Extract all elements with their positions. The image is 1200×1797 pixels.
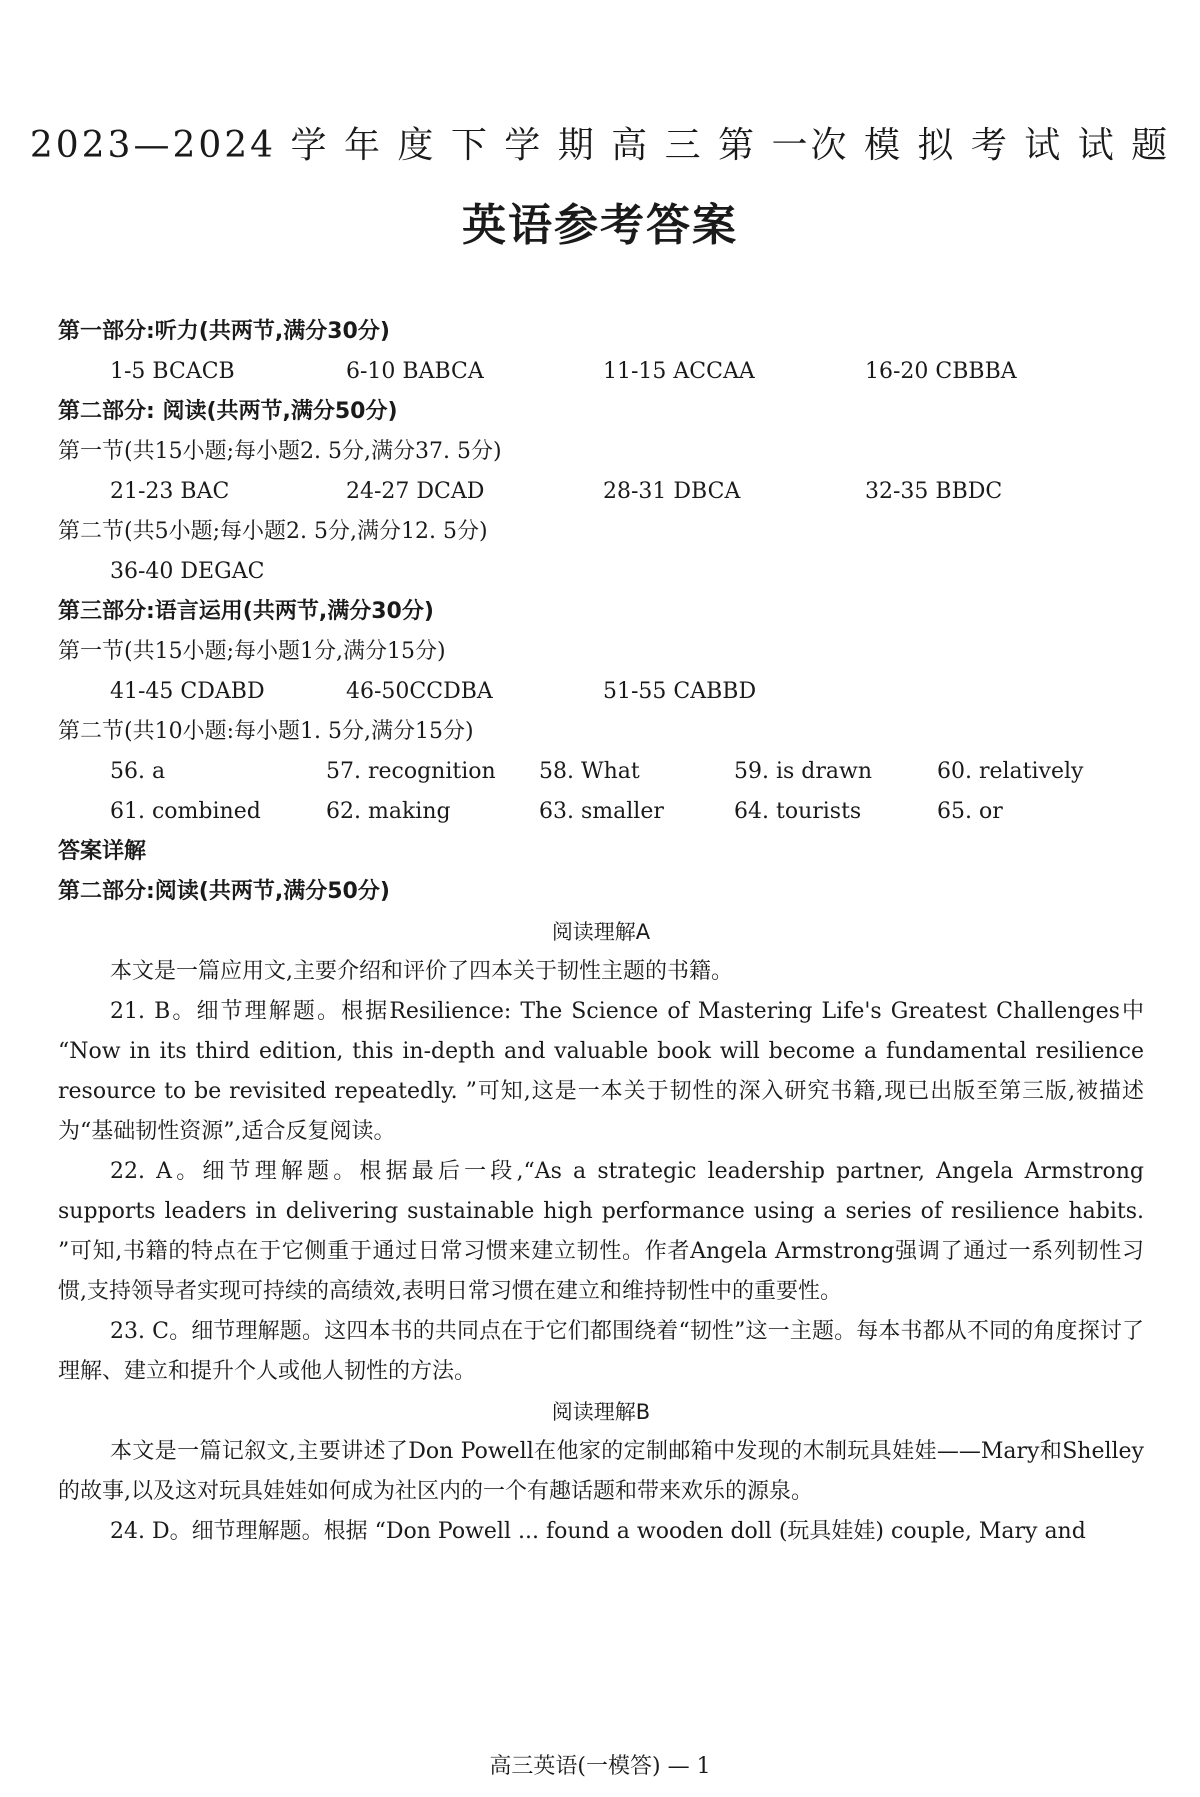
cloze-answer: 61. combined xyxy=(110,799,261,824)
answer-group: 11-15 ACCAA xyxy=(603,359,755,384)
answer-group: 51-55 CABBD xyxy=(603,679,757,704)
answer-group: 46-50CCDBA xyxy=(346,679,493,704)
part3-sec1-answers xyxy=(58,672,1144,712)
answer-group: 1-5 BCACB xyxy=(110,359,235,384)
answer-group: 28-31 DBCA xyxy=(603,479,741,504)
details-part2-heading: 第二部分:阅读(共两节,满分50分) xyxy=(58,879,390,904)
explanation-23: 23. C。细节理解题。这四本书的共同点在于它们都围绕着“韧性”这一主题。每本书都从不同的角度探讨了理解、建立和提升个人或他人韧性的方法。 xyxy=(58,1319,1144,1384)
answer-group: 24-27 DCAD xyxy=(346,479,485,504)
part1-answers xyxy=(58,352,1144,392)
part2-sec2-answers xyxy=(58,552,1144,592)
part3-sec2-row1 xyxy=(58,752,1144,792)
cloze-answer: 56. a xyxy=(110,759,166,784)
part2-sec1-answers xyxy=(58,472,1144,512)
reading-b-title: 阅读理解B xyxy=(551,1400,651,1424)
cloze-answer: 65. or xyxy=(937,799,1003,824)
part2-sec1-label: 第一节(共15小题;每小题2. 5分,满分37. 5分) xyxy=(58,439,502,464)
answer-group: 36-40 DEGAC xyxy=(110,559,265,584)
part3-heading: 第三部分:语言运用(共两节,满分30分) xyxy=(58,599,434,624)
reading-b-intro: 本文是一篇记叙文,主要讲述了Don Powell在他家的定制邮箱中发现的木制玩具娃娃——Mary和Shelley的故事,以及这对玩具娃娃如何成为社区内的一个有趣话题和带来欢乐的源泉。 xyxy=(58,1439,1144,1504)
page-title: 2023—2024 学 年 度 下 学 期 高 三 第 一次 模 拟 考 试 试 题 xyxy=(29,125,1171,166)
page-subtitle: 英语参考答案 xyxy=(462,200,738,251)
details-heading: 答案详解 xyxy=(58,839,147,864)
cloze-answer: 59. is drawn xyxy=(734,759,873,784)
cloze-answer: 60. relatively xyxy=(937,759,1084,784)
cloze-answer: 58. What xyxy=(539,759,640,784)
part3-sec2-label: 第二节(共10小题:每小题1. 5分,满分15分) xyxy=(58,719,474,744)
answer-content xyxy=(58,312,1144,1552)
part2-heading: 第二部分: 阅读(共两节,满分50分) xyxy=(58,399,398,424)
answer-group: 21-23 BAC xyxy=(110,479,230,504)
cloze-answer: 64. tourists xyxy=(734,799,862,824)
explanation-21: 21. B。细节理解题。根据Resilience: The Science of Mastering Life's Greatest Challenges中 “Now in its third edition, this in-depth and valuable book will become a fundamental resilience resource to be revisited repeatedly. ”可知,这是一本关于韧性的深入研究书籍,现已出版至第三版,被描述为“基础韧性资源”,适合反复阅读。 xyxy=(58,999,1144,1144)
part3-sec2-row2 xyxy=(58,792,1144,832)
reading-a-title: 阅读理解A xyxy=(551,920,651,944)
answer-group: 32-35 BBDC xyxy=(865,479,1003,504)
cloze-answer: 62. making xyxy=(326,799,451,824)
answer-group: 16-20 CBBBA xyxy=(865,359,1017,384)
explanation-24: 24. D。细节理解题。根据 “Don Powell ... found a wooden doll (玩具娃娃) couple, Mary and xyxy=(110,1519,1086,1544)
part2-sec2-label: 第二节(共5小题;每小题2. 5分,满分12. 5分) xyxy=(58,519,488,544)
reading-a-intro: 本文是一篇应用文,主要介绍和评价了四本关于韧性主题的书籍。 xyxy=(110,959,733,984)
part1-heading: 第一部分:听力(共两节,满分30分) xyxy=(58,319,390,344)
part3-sec1-label: 第一节(共15小题;每小题1分,满分15分) xyxy=(58,639,446,664)
page-footer: 高三英语(一模答) — 1 xyxy=(489,1754,711,1779)
cloze-answer: 57. recognition xyxy=(326,759,496,784)
answer-group: 41-45 CDABD xyxy=(110,679,265,704)
answer-group: 6-10 BABCA xyxy=(346,359,484,384)
explanation-22: 22. A。细节理解题。根据最后一段,“As a strategic leadership partner, Angela Armstrong supports leaders in delivering sustainable high performance using a series of resilience habits. ”可知,书籍的特点在于它侧重于通过日常习惯来建立韧性。作者Angela Armstrong强调了通过一系列韧性习惯,支持领导者实现可持续的高绩效,表明日常习惯在建立和维持韧性中的重要性。 xyxy=(58,1159,1144,1304)
cloze-answer: 63. smaller xyxy=(539,799,664,824)
